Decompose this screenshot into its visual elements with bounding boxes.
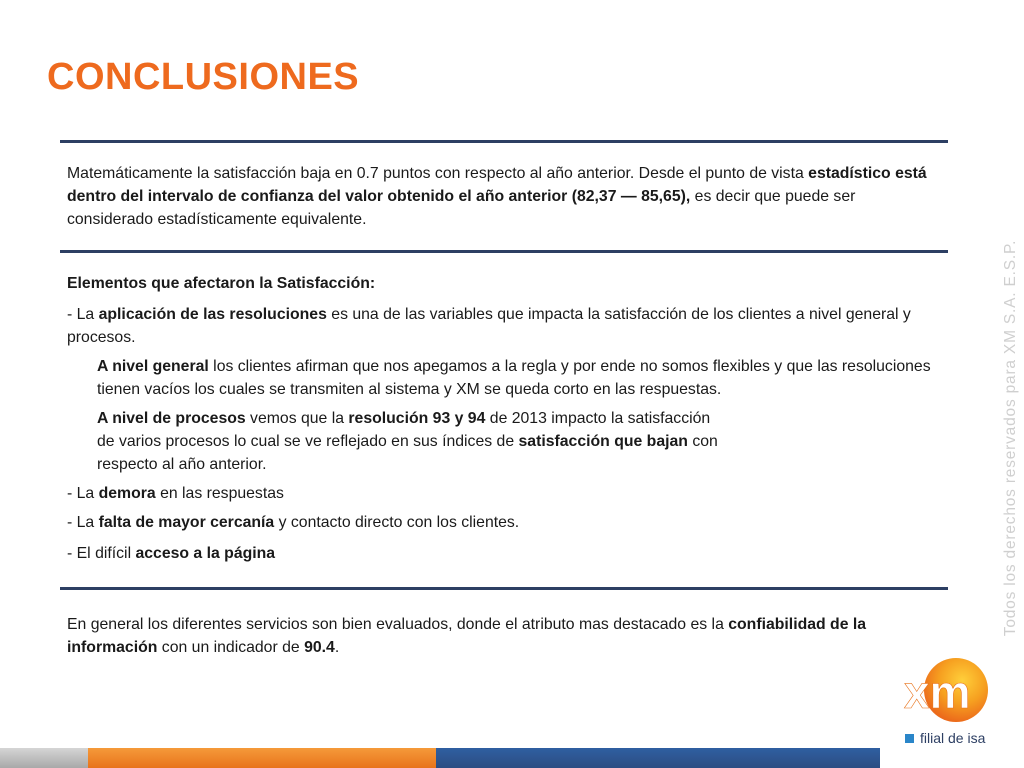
footer-bar-blue [436,748,880,768]
factor-sub-general: A nivel general los clientes afirman que nos apegamos a la regla y por ende no somos flexibles y que las resoluciones tienen vacíos los cuales se transmiten al sistema y XM se queda corto en las respuestas. [97,358,931,398]
divider-3 [60,587,948,590]
footer-bar-gray [0,748,88,768]
copyright-watermark: Todos los derechos reservados para XM S.A. E.S.P. [1002,239,1019,637]
xm-logo-text: xm [904,666,971,718]
factor-item-demora: - La demora en las respuestas [67,485,284,502]
footer-bar [0,748,880,768]
factor-sub-procesos: A nivel de procesos vemos que la resolución 93 y 94 de 2013 impacto la satisfacción de varios procesos lo cual se ve reflejado en sus índices de satisfacción que bajan con respecto al año anterior. [97,410,718,473]
tagline [905,730,985,746]
square-icon [905,734,914,743]
section-statistics [67,162,937,231]
xm-logo-icon [900,656,992,728]
footer-bar-orange [88,748,436,768]
page-title: CONCLUSIONES [47,56,360,98]
factor-item-cercania: - La falta de mayor cercanía y contacto directo con los clientes. [67,514,520,531]
general-paragraph: En general los diferentes servicios son bien evaluados, donde el atributo mas destacado es la confiabilidad de la información con un indicador de 90.4. [67,616,867,656]
factors-heading: Elementos que afectaron la Satisfacción: [67,275,376,292]
section-factors [67,272,937,565]
statistics-paragraph: Matemáticamente la satisfacción baja en 0.7 puntos con respecto al año anterior. Desde el punto de vista estadístico está dentro del intervalo de confianza del valor obtenido el año anterior (82,37 — 85,65), es decir que puede ser considerado estadísticamente equivalente. [67,165,927,228]
tagline-text: filial de isa [920,730,986,746]
divider-2 [60,250,948,253]
divider-top [60,140,948,143]
factor-item-pagina: - El difícil acceso a la página [67,545,276,562]
factor-item-resoluciones: - La aplicación de las resoluciones es una de las variables que impacta la satisfacción de los clientes a nivel general y procesos. [67,306,911,346]
section-general [67,613,937,659]
